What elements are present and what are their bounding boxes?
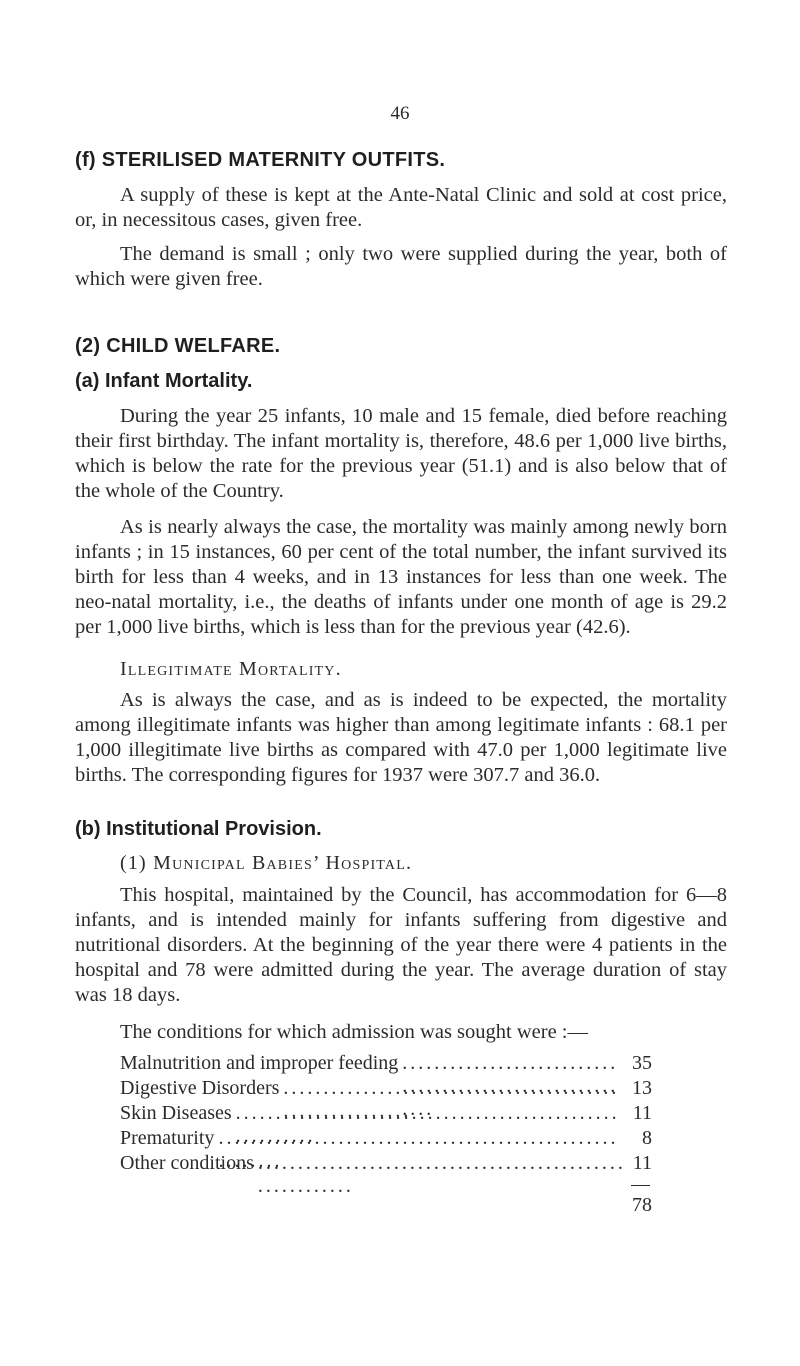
condition-label: Malnutrition and improper feeding — [120, 1052, 399, 1074]
infant-mortality-paragraph-2: As is nearly always the case, the mortality was mainly among newly born infants ; in 15 instances, 60 per cent of the total number, the infant survived its birth for less than 4 weeks, and in 13 instances for less than one week. The neo-natal mortality, i.e., the deaths of infants under one month of age is 29.2 per 1,000 live births, which is less than for the previous year (42.6). — [75, 516, 727, 638]
condition-label: Other conditions — [120, 1152, 254, 1174]
condition-count: 35 — [632, 1052, 652, 1074]
institutional-provision-heading: (b) Institutional Provision. — [75, 818, 322, 840]
condition-row — [120, 1052, 652, 1077]
conditions-total: 78 — [632, 1194, 652, 1216]
illegitimate-mortality-heading: Illegitimate Mortality. — [120, 658, 342, 680]
babies-hospital-heading: (1) Municipal Babies’ Hospital. — [120, 852, 413, 874]
condition-row — [120, 1152, 652, 1177]
condition-count: 8 — [642, 1127, 652, 1149]
condition-label: Skin Diseases — [120, 1102, 232, 1124]
illegitimate-mortality-paragraph: As is always the case, and as is indeed to be expected, the mortality among illegitimate infants was higher than among legitimate infants : 68.1 per 1,000 illegitimate live births as compared with 47.0 per 1,000 legitimate live births. The corresponding figures for 1937 were 307.7 and 36.0. — [75, 689, 727, 786]
condition-count: 11 — [632, 1152, 652, 1174]
maternity-outfits-paragraph-1: A supply of these is kept at the Ante-Natal Clinic and sold at cost price, or, in necessitous cases, given free. — [75, 184, 727, 231]
child-welfare-heading: (2) CHILD WELFARE. — [75, 335, 281, 357]
total-rule — [631, 1185, 650, 1186]
condition-row — [120, 1127, 652, 1152]
maternity-outfits-paragraph-2: The demand is small ; only two were supplied during the year, both of which were given free. — [75, 243, 727, 290]
condition-label: Prematurity — [120, 1127, 215, 1149]
condition-count: 13 — [632, 1077, 652, 1099]
condition-row — [120, 1102, 652, 1127]
condition-count: 11 — [632, 1102, 652, 1124]
condition-label: Digestive Disorders — [120, 1077, 280, 1099]
maternity-outfits-heading: (f) STERILISED MATERNITY OUTFITS. — [75, 149, 446, 171]
dot-leader — [258, 1152, 622, 1198]
babies-hospital-paragraph: This hospital, maintained by the Council, has accommodation for 6—8 infants, and is intended mainly for infants suffering from digestive and nutritional disorders. At the beginning of the year there were 4 patients in the hospital and 78 were admitted during the year. The average duration of stay was 18 days. — [75, 884, 727, 1006]
page-number: 46 — [390, 103, 410, 124]
infant-mortality-heading: (a) Infant Mortality. — [75, 370, 253, 392]
infant-mortality-paragraph-1: During the year 25 infants, 10 male and 15 female, died before reaching their first birthday. The infant mortality is, therefore, 48.6 per 1,000 live births, which is below the rate for the previous year (51.1) and is also below that of the whole of the Country. — [75, 405, 727, 502]
condition-row — [120, 1077, 652, 1102]
admission-conditions-intro: The conditions for which admission was sought were :— — [120, 1021, 589, 1043]
